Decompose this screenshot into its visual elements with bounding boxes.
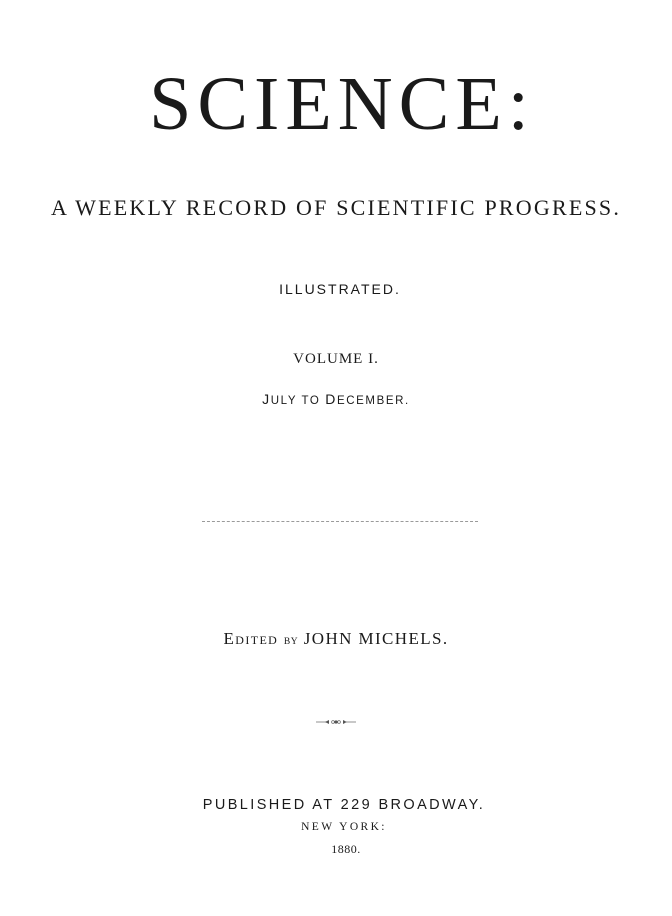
publisher-address: PUBLISHED AT 229 BROADWAY. [202,797,486,813]
journal-title: SCIENCE: [149,62,535,146]
publication-year: 1880. [331,842,361,856]
ornament-divider-icon [316,717,356,727]
december-initial: D [325,391,337,407]
publication-city: NEW YORK: [301,821,387,833]
to-word: TO [301,395,321,407]
edited-initial: E [223,629,236,648]
journal-subtitle: A WEEKLY RECORD OF SCIENTIFIC PROGRESS. [50,195,622,220]
editor-line [0,630,672,648]
july-rest: ULY [270,395,297,407]
date-range [0,392,672,408]
illustrated-label: ILLUSTRATED. [279,281,401,297]
edited-rest: DITED [235,633,279,647]
july-initial: J [262,391,271,407]
by-word: BY [283,637,299,647]
divider-rule [202,521,478,522]
volume-label: VOLUME I. [293,351,379,367]
editor-name: JOHN MICHELS. [303,629,449,648]
december-rest: ECEMBER. [336,395,410,407]
